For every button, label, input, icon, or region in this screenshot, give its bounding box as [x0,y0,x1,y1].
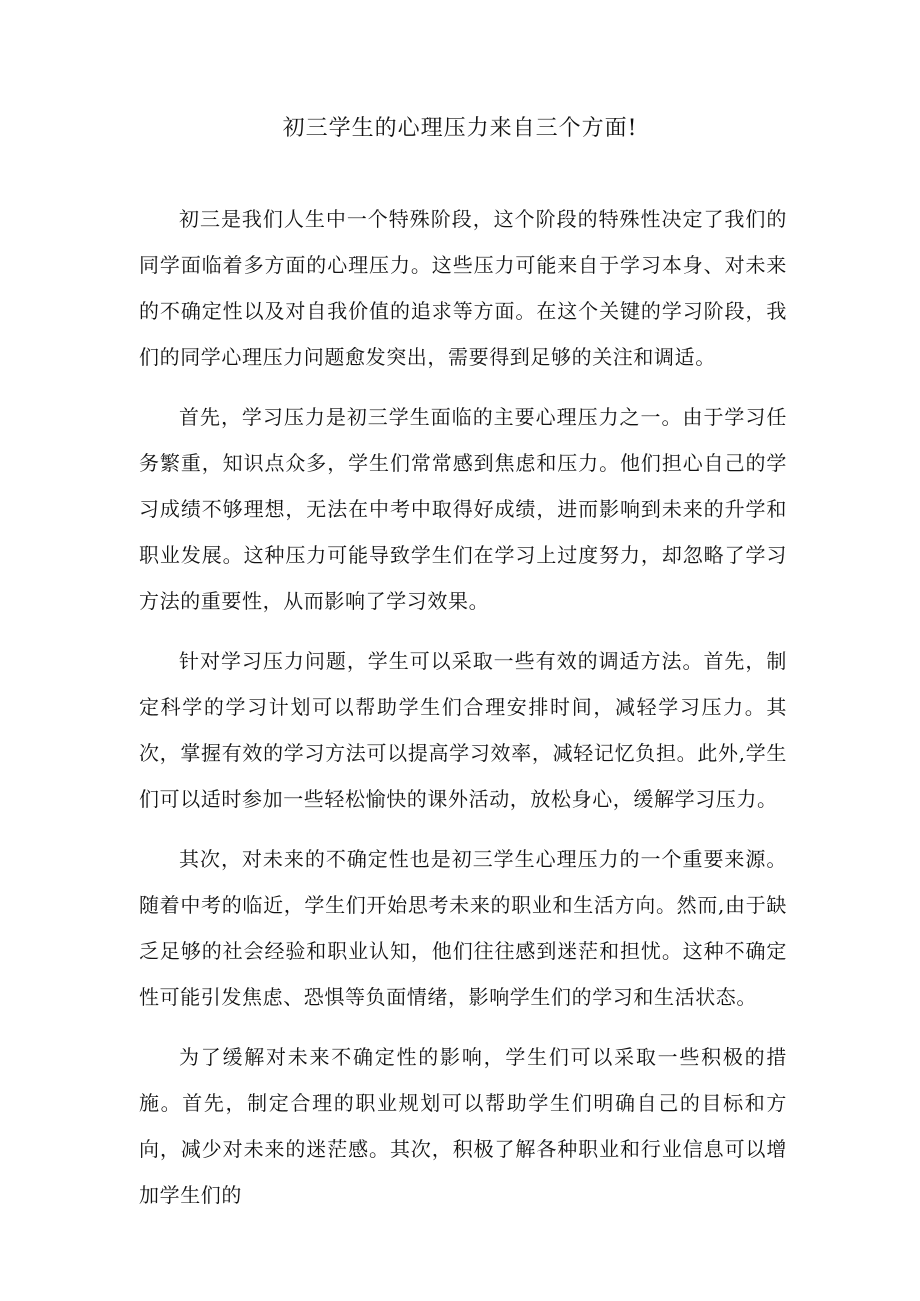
document-title: 初三学生的心理压力来自三个方面! [282,116,638,141]
paragraph-study-methods: 针对学习压力问题，学生可以采取一些有效的调适方法。首先，制定科学的学习计划可以帮助学生们合理安排时间，减轻学习压力。其次，掌握有效的学习方法可以提高学习效率，减轻记忆负担。此外,学生们可以适时参加一些轻松愉快的课外活动，放松身心，缓解学习压力。 [139,649,787,811]
paragraph-intro: 初三是我们人生中一个特殊阶段，这个阶段的特殊性决定了我们的同学面临着多方面的心理压力。这些压力可能来自于学习本身、对未来的不确定性以及对自我价值的追求等方面。在这个关键的学习阶段，我们的同学心理压力问题愈发突出，需要得到足够的关注和调适。 [139,207,787,369]
paragraph-study-pressure: 首先，学习压力是初三学生面临的主要心理压力之一。由于学习任务繁重，知识点众多，学生们常常感到焦虑和压力。他们担心自己的学习成绩不够理想，无法在中考中取得好成绩，进而影响到未来的升学和职业发展。这种压力可能导致学生们在学习上过度努力，却忽略了学习方法的重要性，从而影响了学习效果。 [139,405,787,613]
paragraph-future-uncertainty: 其次，对未来的不确定性也是初三学生心理压力的一个重要来源。随着中考的临近，学生们开始思考未来的职业和生活方向。然而,由于缺乏足够的社会经验和职业认知，他们往往感到迷茫和担忧。这种不确定性可能引发焦虑、恐惧等负面情绪，影响学生们的学习和生活状态。 [139,847,787,1009]
document-body [139,196,787,1232]
paragraph-coping-measures: 为了缓解对未来不确定性的影响，学生们可以采取一些积极的措施。首先，制定合理的职业规划可以帮助学生们明确自己的目标和方向，减少对未来的迷茫感。其次，积极了解各种职业和行业信息可以增加学生们的 [139,1045,787,1207]
